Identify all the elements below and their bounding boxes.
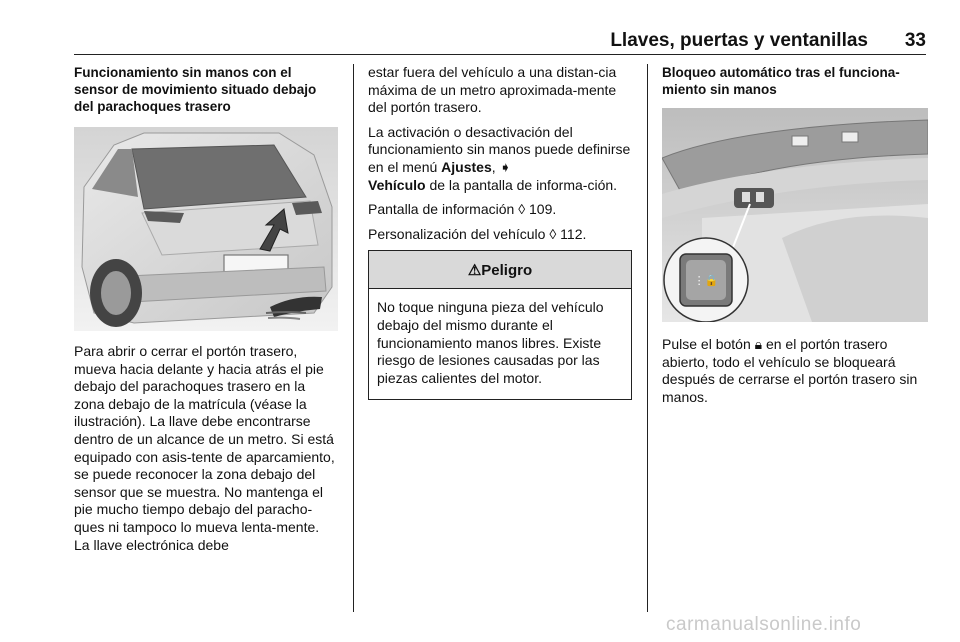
page-reference (368, 201, 632, 219)
danger-title: Peligro (481, 262, 533, 280)
reference-page: 109. (525, 201, 557, 218)
page-number: 33 (904, 30, 926, 51)
column-left (74, 64, 338, 561)
chapter-title: Llaves, puertas y ventanillas (610, 30, 868, 51)
menu-label-ajustes: Ajustes (441, 158, 492, 175)
reference-icon: ◊ (518, 201, 526, 218)
danger-text: No toque ninguna pieza del vehículo debajo del mismo durante el funcionamiento manos libres. Existe riesgo de lesiones causadas por las piezas calientes del motor. (377, 299, 604, 386)
column-divider (353, 64, 354, 612)
menu-label-vehiculo: Vehículo (368, 176, 426, 193)
warning-icon: ⚠ (467, 262, 482, 280)
column-right (662, 64, 928, 413)
reference-icon: ◊ (549, 225, 557, 242)
watermark: carmanualsonline.info (666, 614, 862, 635)
tailgate-image (662, 108, 928, 322)
car-rear-image (74, 127, 338, 331)
text-span: , (491, 158, 500, 175)
text-span: en el portón trasero abierto, todo el vehículo se bloqueará después de cerrarse el portón trasero sin manos. (662, 336, 918, 405)
text-span: de la pantalla de informa-ción. (425, 176, 618, 193)
section-heading: Funcionamiento sin manos con el sensor de movimiento situado debajo del parachoques trasero (74, 65, 317, 114)
column-divider (647, 64, 648, 612)
body-paragraph: Para abrir o cerrar el portón trasero, mueva hacia delante y hacia atrás el pie debajo del parachoques trasero en la zona debajo de la matrícula (véase la ilustración). La llave debe encontrarse dentro de un alcance de un metro. Si está equipado con asis-tente de aparcamiento, se puede reconocer la zona debajo del sensor que se muestra. No mantenga el pie mucho tiempo debajo del paracho-ques ni tampoco lo mueva lenta-mente. La llave electrónica debe (74, 343, 335, 553)
tailgate-button-illustration (662, 108, 928, 322)
page-reference (368, 226, 632, 244)
section-heading: Bloqueo automático tras el funciona-miento sin manos (662, 65, 900, 97)
menu-arrow-icon: ➧ (499, 158, 512, 175)
reference-page: 112. (556, 225, 587, 242)
body-paragraph: estar fuera del vehículo a una distan-cia máxima de un metro aproximada-mente del portón trasero. (368, 64, 617, 116)
lock-button-icon: 🔒︎ (754, 336, 763, 352)
danger-header (369, 251, 631, 289)
rear-car-illustration (74, 127, 338, 331)
text-span: La activación o desactivación del funcionamiento sin manos puede definirse en el menú (368, 123, 631, 175)
column-middle (368, 64, 632, 400)
body-paragraph (662, 336, 928, 406)
svg-text:⋮🔒: ⋮🔒 (693, 274, 719, 287)
page-header (74, 28, 926, 55)
reference-text: Pantalla de información (368, 201, 519, 218)
danger-box (368, 250, 632, 400)
reference-text: Personalización del vehículo (368, 225, 550, 242)
text-span: Pulse el botón (662, 336, 755, 352)
settings-paragraph (368, 124, 632, 194)
